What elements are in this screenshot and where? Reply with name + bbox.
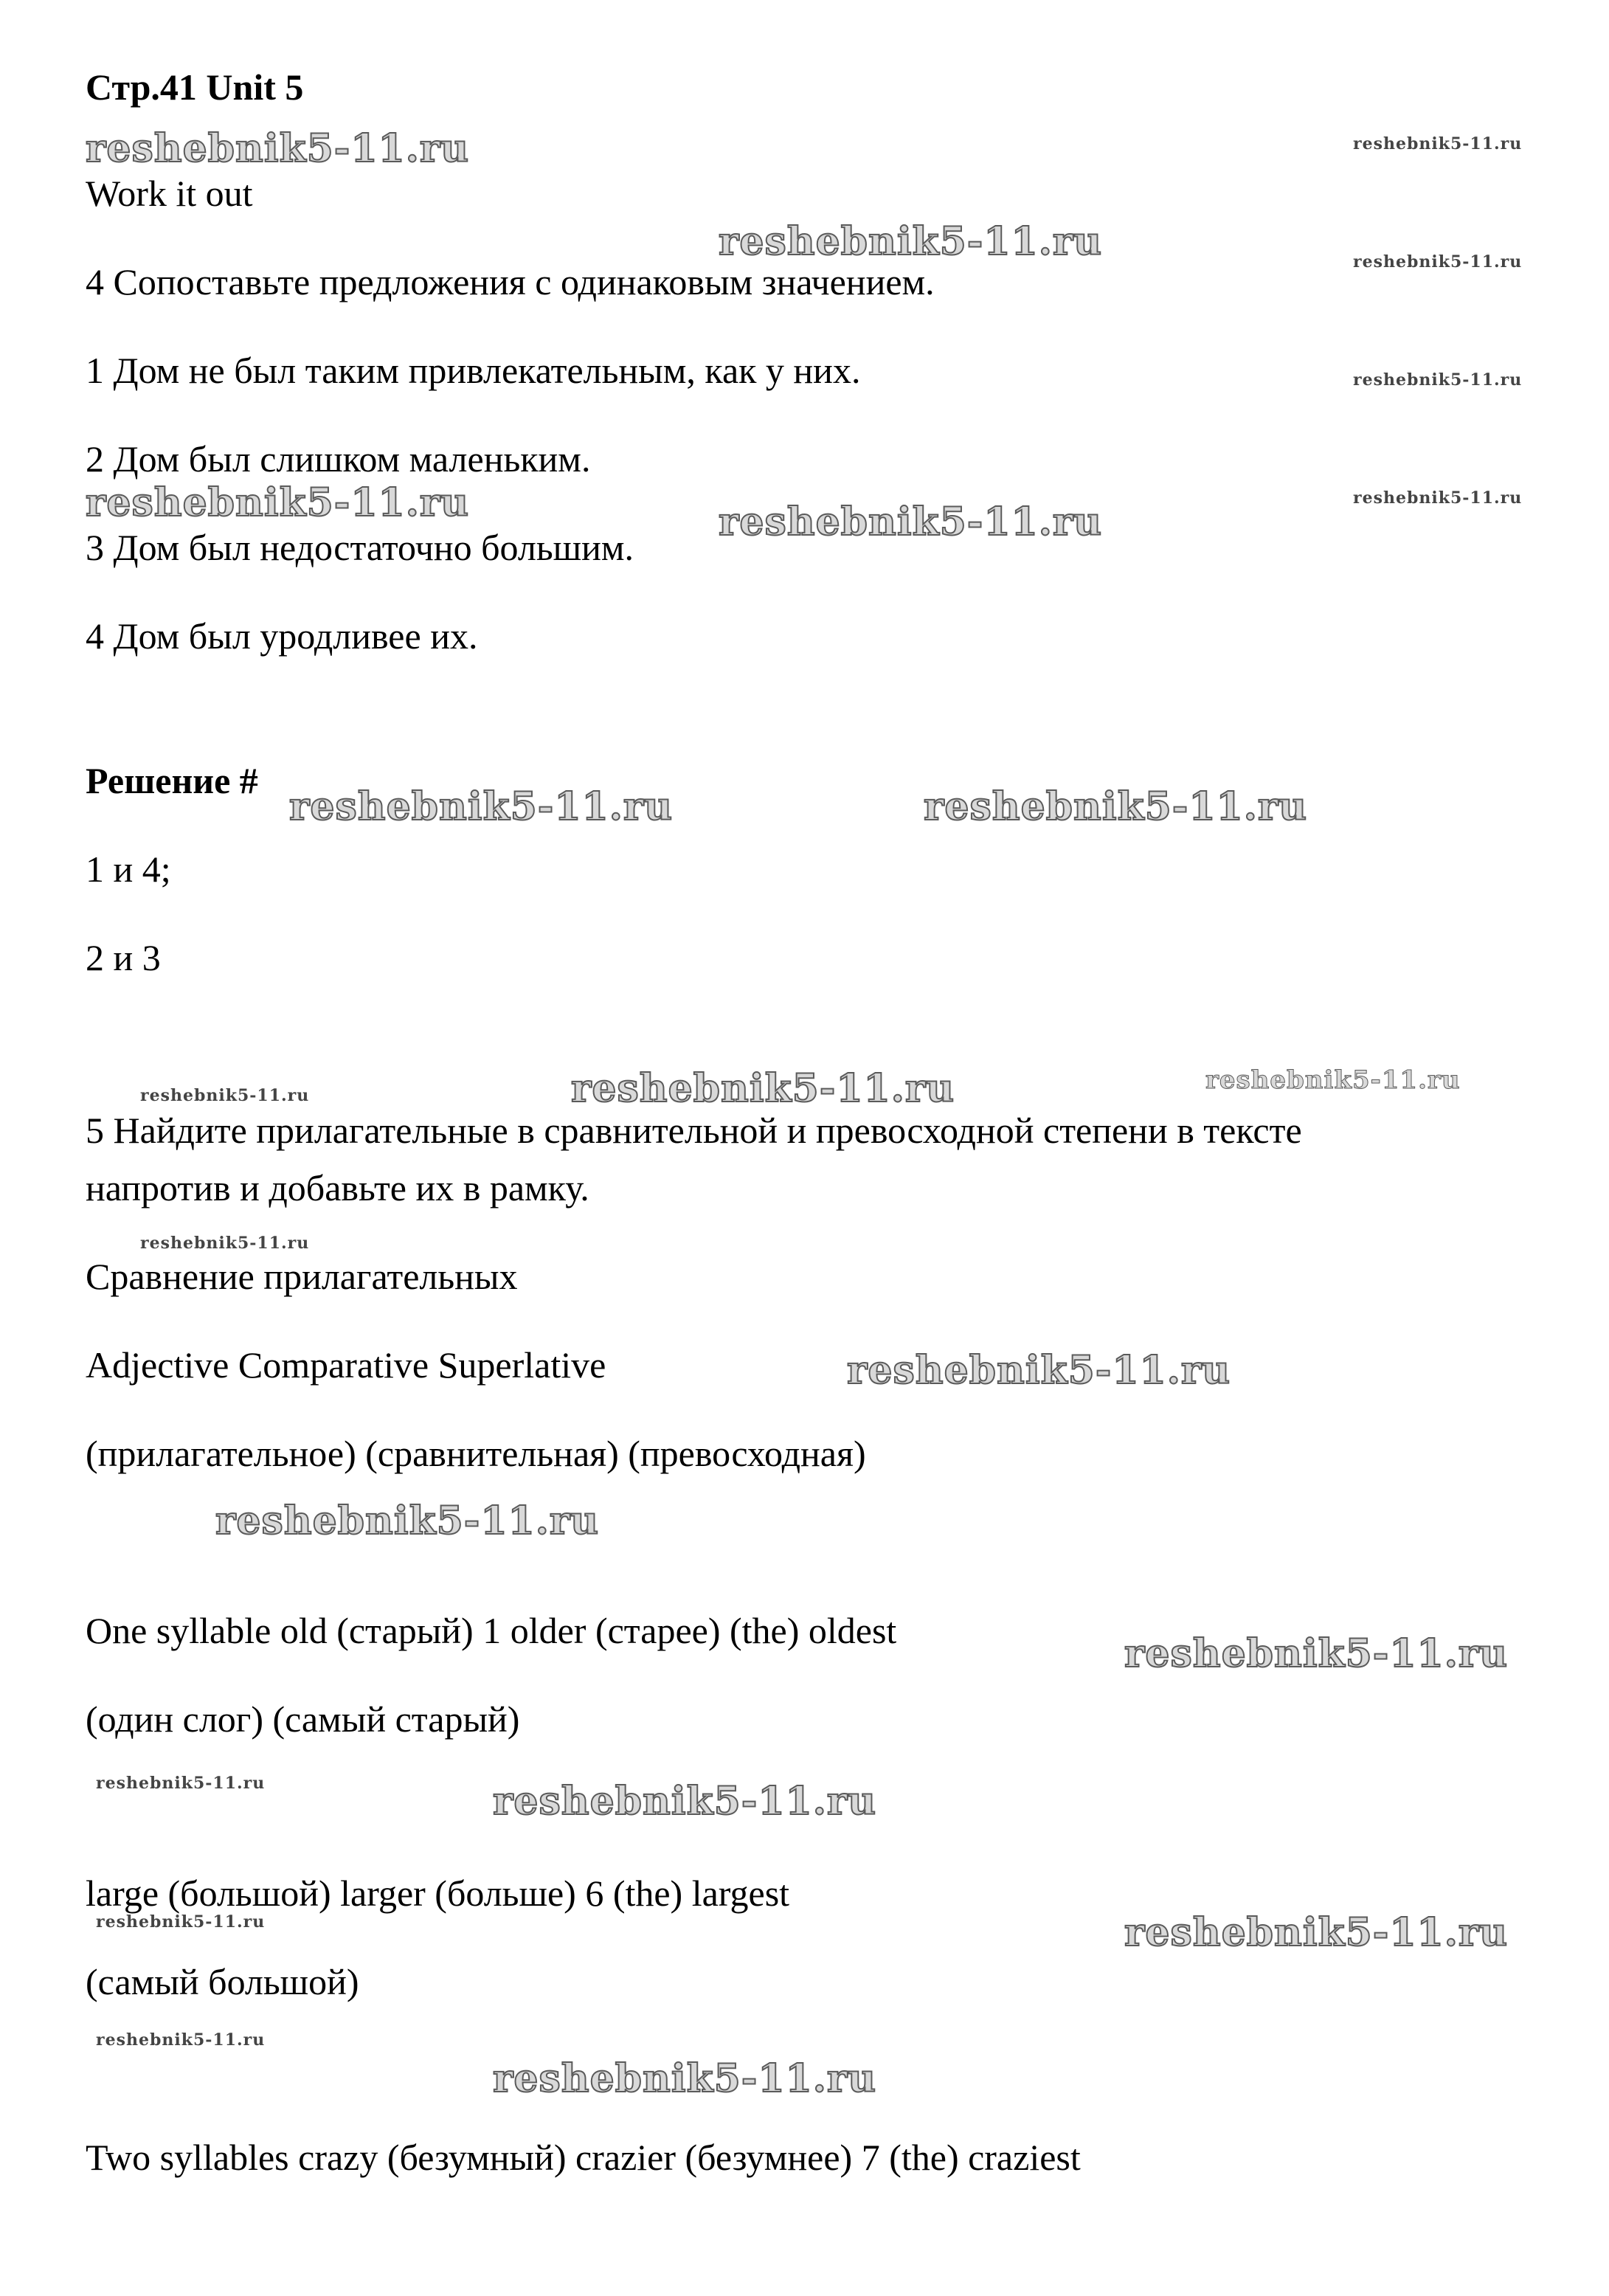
watermark: reshebnik5-11.ru <box>140 1086 310 1105</box>
table-header-ru: (прилагательное) (сравнительная) (превосходная) <box>86 1433 866 1474</box>
watermark: reshebnik5-11.ru <box>719 219 1103 264</box>
table-row-4: (самый большой) <box>86 1961 359 2002</box>
watermark: reshebnik5-11.ru <box>847 1348 1231 1393</box>
task4-prompt: 4 Сопоставьте предложения с одинаковым значением. <box>86 261 935 302</box>
page-title: Стр.41 Unit 5 <box>86 66 304 108</box>
task4-sentence-2: 2 Дом был слишком маленьким. <box>86 438 591 480</box>
box-title: Сравнение прилагательных <box>86 1256 518 1297</box>
solution-label: Решение # <box>86 760 258 801</box>
task5-prompt-line2: напротив и добавьте их в рамку. <box>86 1167 589 1208</box>
watermark: reshebnik5-11.ru <box>1124 1910 1509 1955</box>
watermark: reshebnik5-11.ru <box>140 1234 310 1253</box>
table-row-1: One syllable old (старый) 1 older (старее) (the) oldest <box>86 1610 897 1651</box>
section-title: Work it out <box>86 173 253 214</box>
watermark: reshebnik5-11.ru <box>1353 252 1523 272</box>
watermark: reshebnik5-11.ru <box>86 480 470 525</box>
task4-sentence-4: 4 Дом был уродливее их. <box>86 615 478 657</box>
watermark: reshebnik5-11.ru <box>719 499 1103 544</box>
watermark: reshebnik5-11.ru <box>215 1498 600 1543</box>
task4-sentence-3: 3 Дом был недостаточно большим. <box>86 527 634 568</box>
watermark: reshebnik5-11.ru <box>86 126 470 171</box>
table-header-en: Adjective Comparative Superlative <box>86 1344 606 1386</box>
table-row-5: Two syllables crazy (безумный) crazier (безумнее) 7 (the) craziest <box>86 2137 1081 2178</box>
watermark: reshebnik5-11.ru <box>493 2056 877 2101</box>
watermark: reshebnik5-11.ru <box>493 1779 877 1824</box>
solution-answer-1: 1 и 4; <box>86 848 171 890</box>
watermark: reshebnik5-11.ru <box>289 784 674 829</box>
watermark: reshebnik5-11.ru <box>1353 488 1523 508</box>
solution-answer-2: 2 и 3 <box>86 937 161 978</box>
task5-prompt-line1: 5 Найдите прилагательные в сравнительной и превосходной степени в тексте <box>86 1110 1302 1151</box>
watermark: reshebnik5-11.ru <box>1124 1631 1509 1676</box>
table-row-3: large (большой) larger (больше) 6 (the) largest <box>86 1873 790 1914</box>
task4-sentence-1: 1 Дом не был таким привлекательным, как у них. <box>86 350 861 391</box>
watermark: reshebnik5-11.ru <box>96 1912 266 1932</box>
watermark: reshebnik5-11.ru <box>96 2030 266 2050</box>
table-row-2: (один слог) (самый старый) <box>86 1698 520 1740</box>
watermark: reshebnik5-11.ru <box>96 1774 266 1793</box>
watermark: reshebnik5-11.ru <box>1353 370 1523 390</box>
watermark: reshebnik5-11.ru <box>1205 1065 1461 1095</box>
watermark: reshebnik5-11.ru <box>924 784 1308 829</box>
watermark: reshebnik5-11.ru <box>1353 134 1523 153</box>
watermark: reshebnik5-11.ru <box>571 1066 955 1111</box>
